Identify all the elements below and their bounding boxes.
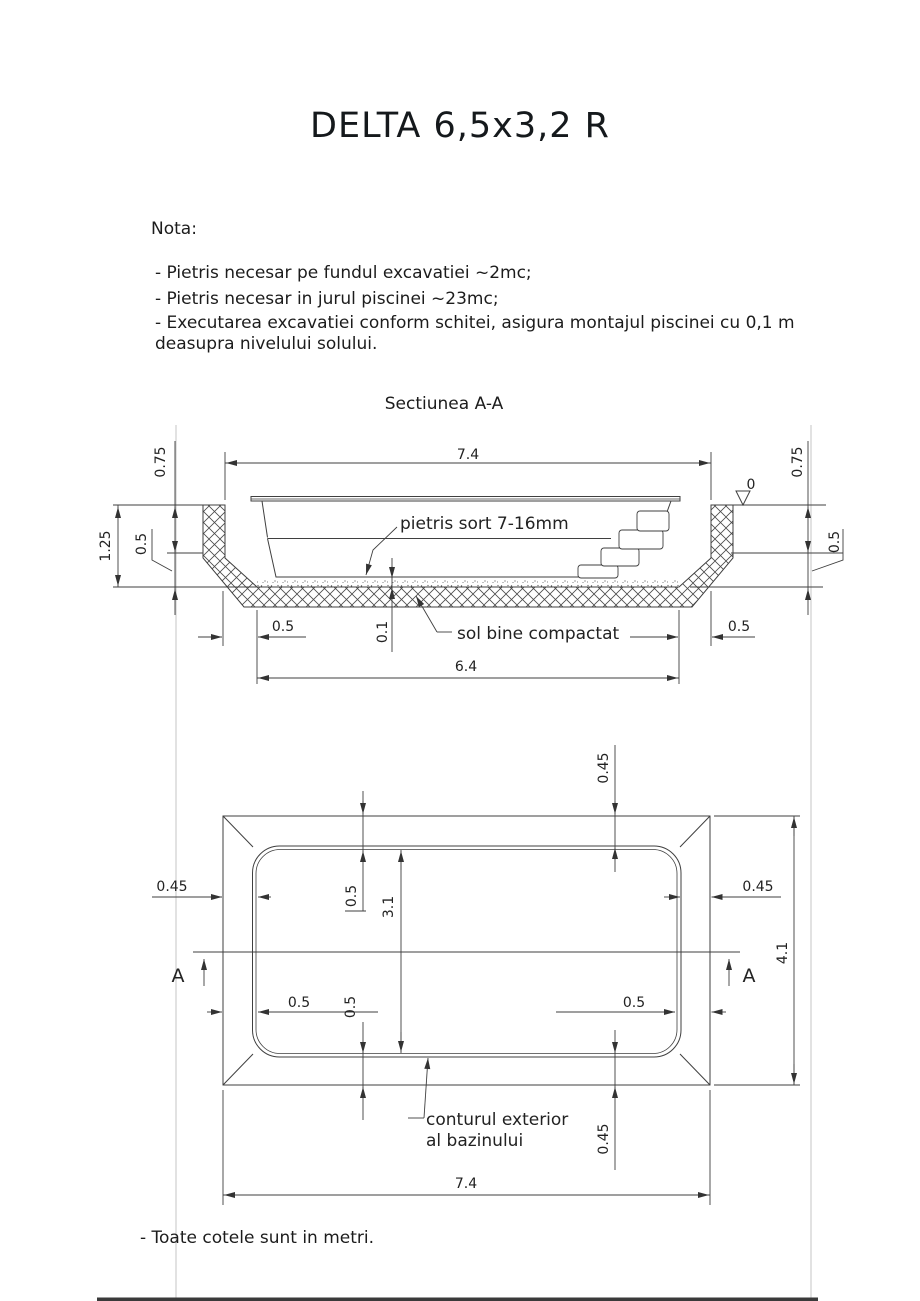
pool-wall-left-lower (268, 539, 581, 578)
dim-text-depth-upper-right: 0.75 (790, 446, 806, 478)
dim-edge-gap-bottom (343, 996, 363, 1120)
dim-text-margin-left: 0.45 (156, 879, 188, 895)
section-marker-left: A (171, 965, 185, 987)
pool-step-4 (578, 565, 618, 578)
section-line (172, 952, 756, 987)
pool-step-2 (619, 530, 663, 549)
label-gravel (366, 514, 569, 575)
label-contour (408, 1058, 568, 1151)
label-text-gravel: pietris sort 7-16mm (400, 514, 569, 534)
dim-text-ground-level: 0 (746, 477, 756, 493)
note-item-3: - Executarea excavatiei conform schitei, asigura montajul piscinei cu 0,1 m deasupra nivelului solului. (155, 313, 795, 354)
section-caption: Sectiunea A-A (384, 394, 504, 414)
dim-text-slope-run-right: 0.5 (727, 619, 751, 635)
plan-drawing (152, 745, 800, 1205)
dim-text-margin-right: 0.45 (742, 879, 774, 895)
pool-section (251, 497, 680, 579)
ground-level-marker (736, 477, 755, 505)
notes-heading: Nota: (151, 219, 197, 239)
dim-text-depth-lower-left: 0.5 (134, 532, 150, 556)
footer-note: - Toate cotele sunt in metri. (140, 1228, 375, 1248)
pool-step-1 (637, 511, 669, 531)
pool-wall-left-upper (262, 501, 268, 538)
label-text-contour-line2: al bazinului (426, 1131, 524, 1151)
label-text-contour-line1: conturul exterior (426, 1110, 569, 1130)
note-item-1: - Pietris necesar pe fundul excavatiei ~2mc; (155, 263, 532, 283)
section-drawing (98, 441, 843, 684)
dim-plan-opening-width (714, 816, 800, 1085)
dim-text-interior-width: 3.1 (381, 895, 397, 919)
dim-text-depth-lower-right: 0.5 (827, 530, 843, 554)
pool-wall-right (667, 501, 671, 512)
dim-margin-right (664, 879, 781, 897)
dim-text-plan-opening-width: 4.1 (775, 941, 791, 965)
dim-text-edge-gap-bottom: 0.5 (343, 995, 359, 1019)
label-text-soil: sol bine compactat (457, 624, 620, 644)
pool-contour (253, 846, 682, 1057)
pool-step-3 (601, 548, 639, 566)
excavation-outline (223, 816, 710, 1085)
dim-interior-width (381, 850, 401, 1053)
dim-text-depth-upper-left: 0.75 (153, 446, 169, 478)
dim-section-bottom-width (257, 659, 679, 678)
dim-section-left-stack (134, 441, 203, 615)
dim-margin-top (596, 745, 615, 872)
dim-edge-gap-right (556, 995, 726, 1012)
dim-section-opening-width (225, 447, 711, 500)
title-block-edge (97, 1298, 818, 1301)
page-title: DELTA 6,5x3,2 R (310, 106, 610, 146)
dim-edge-gap-top (344, 791, 366, 911)
dim-text-edge-gap-right: 0.5 (622, 995, 646, 1011)
dim-margin-bottom (596, 1030, 615, 1170)
dim-text-slope-run-left: 0.5 (271, 619, 295, 635)
dim-text-margin-bottom: 0.45 (596, 1123, 612, 1155)
gravel-bed (257, 579, 679, 587)
dim-margin-left (152, 879, 271, 897)
dim-text-edge-gap-top: 0.5 (344, 884, 360, 908)
section-marker-right: A (742, 965, 756, 987)
dim-text-section-opening-width: 7.4 (456, 447, 480, 463)
dim-text-plan-opening-length: 7.4 (454, 1176, 478, 1192)
dim-text-depth-total: 1.25 (98, 530, 114, 562)
dim-text-section-bottom-width: 6.4 (454, 659, 478, 675)
dim-text-gravel-thickness: 0.1 (375, 620, 391, 644)
note-item-2: - Pietris necesar in jurul piscinei ~23mc; (155, 289, 499, 309)
dim-text-margin-top: 0.45 (596, 752, 612, 784)
dim-text-edge-gap-left: 0.5 (287, 995, 311, 1011)
